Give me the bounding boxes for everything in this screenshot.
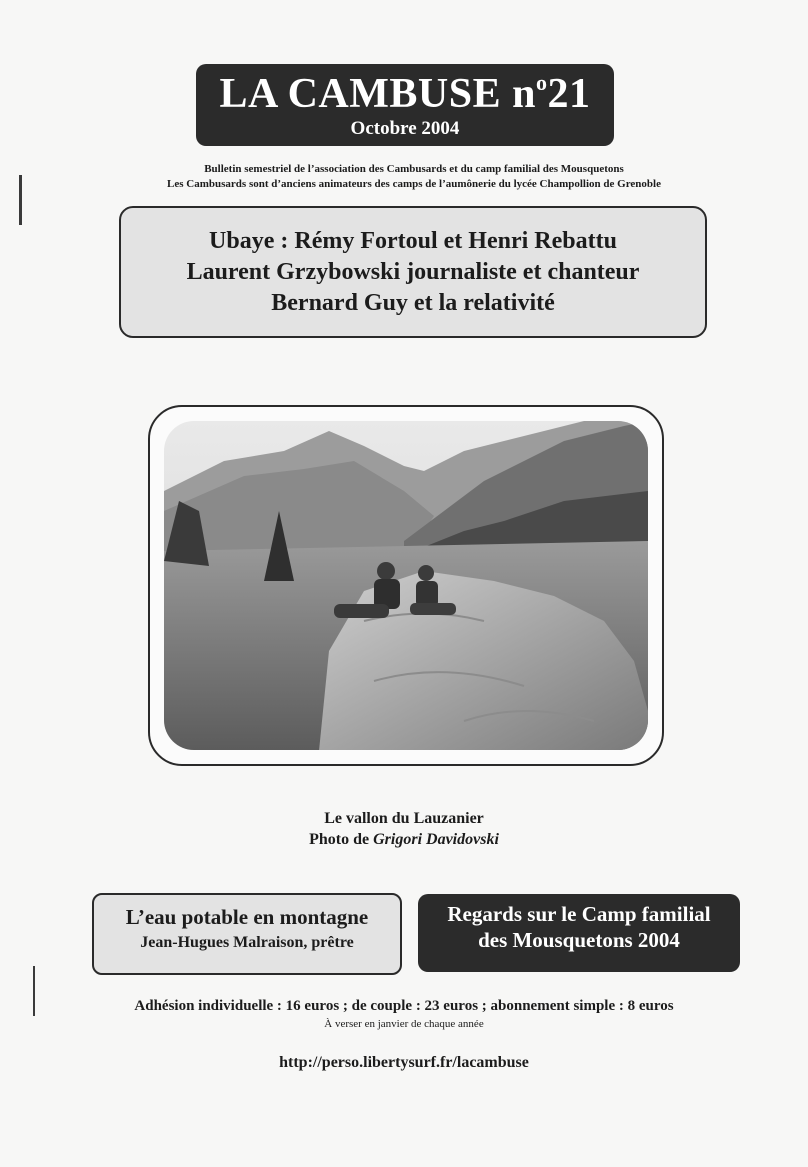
subtitle-line-2: Les Cambusards sont d’anciens animateurs des camps de l’aumônerie du lycée Champollion de Grenoble (167, 178, 661, 190)
issue-number: 21 (547, 71, 591, 117)
credit-prefix: Photo de (309, 831, 374, 848)
headline-2: Laurent Grzybowski journaliste et chanteur (186, 259, 640, 285)
mountain-photo-illustration (164, 421, 648, 750)
title-text: LA CAMBUSE n (219, 71, 536, 117)
article-box-camp (418, 894, 740, 972)
article-water-title: L’eau potable en montagne (125, 905, 369, 929)
subtitle-line-1: Bulletin semestriel de l’association des Cambusards et du camp familial des Mousquetons (204, 163, 624, 175)
membership-fees: Adhésion individuelle : 16 euros ; de couple : 23 euros ; abonnement simple : 8 euros (134, 998, 674, 1014)
issue-date: Octobre 2004 (350, 118, 460, 139)
bulletin-description (100, 162, 728, 192)
masthead (196, 64, 614, 146)
photo-caption (0, 808, 808, 850)
masthead-title (196, 70, 614, 118)
article-camp-line-1: Regards sur le Camp familial (447, 902, 711, 926)
website-url: http://perso.libertysurf.fr/lacambuse (279, 1054, 529, 1071)
article-water-author: Jean-Hugues Malraison, prêtre (140, 934, 354, 951)
caption-location: Le vallon du Lauzanier (324, 810, 484, 827)
caption-credit (0, 829, 808, 850)
headlines-box (119, 206, 707, 338)
headline-3: Bernard Guy et la relativité (271, 290, 555, 316)
title-superscript: o (535, 70, 548, 95)
cover-photo (164, 421, 648, 750)
scan-mark-top (19, 175, 22, 225)
article-box-water (92, 893, 402, 975)
photographer-name: Grigori Davidovski (373, 831, 499, 848)
membership-note: À verser en janvier de chaque année (324, 1018, 484, 1030)
photo-frame (148, 405, 664, 766)
article-camp-line-2: des Mousquetons 2004 (478, 928, 680, 952)
headline-1: Ubaye : Rémy Fortoul et Henri Rebattu (209, 228, 617, 254)
scan-mark-bottom (33, 966, 35, 1016)
